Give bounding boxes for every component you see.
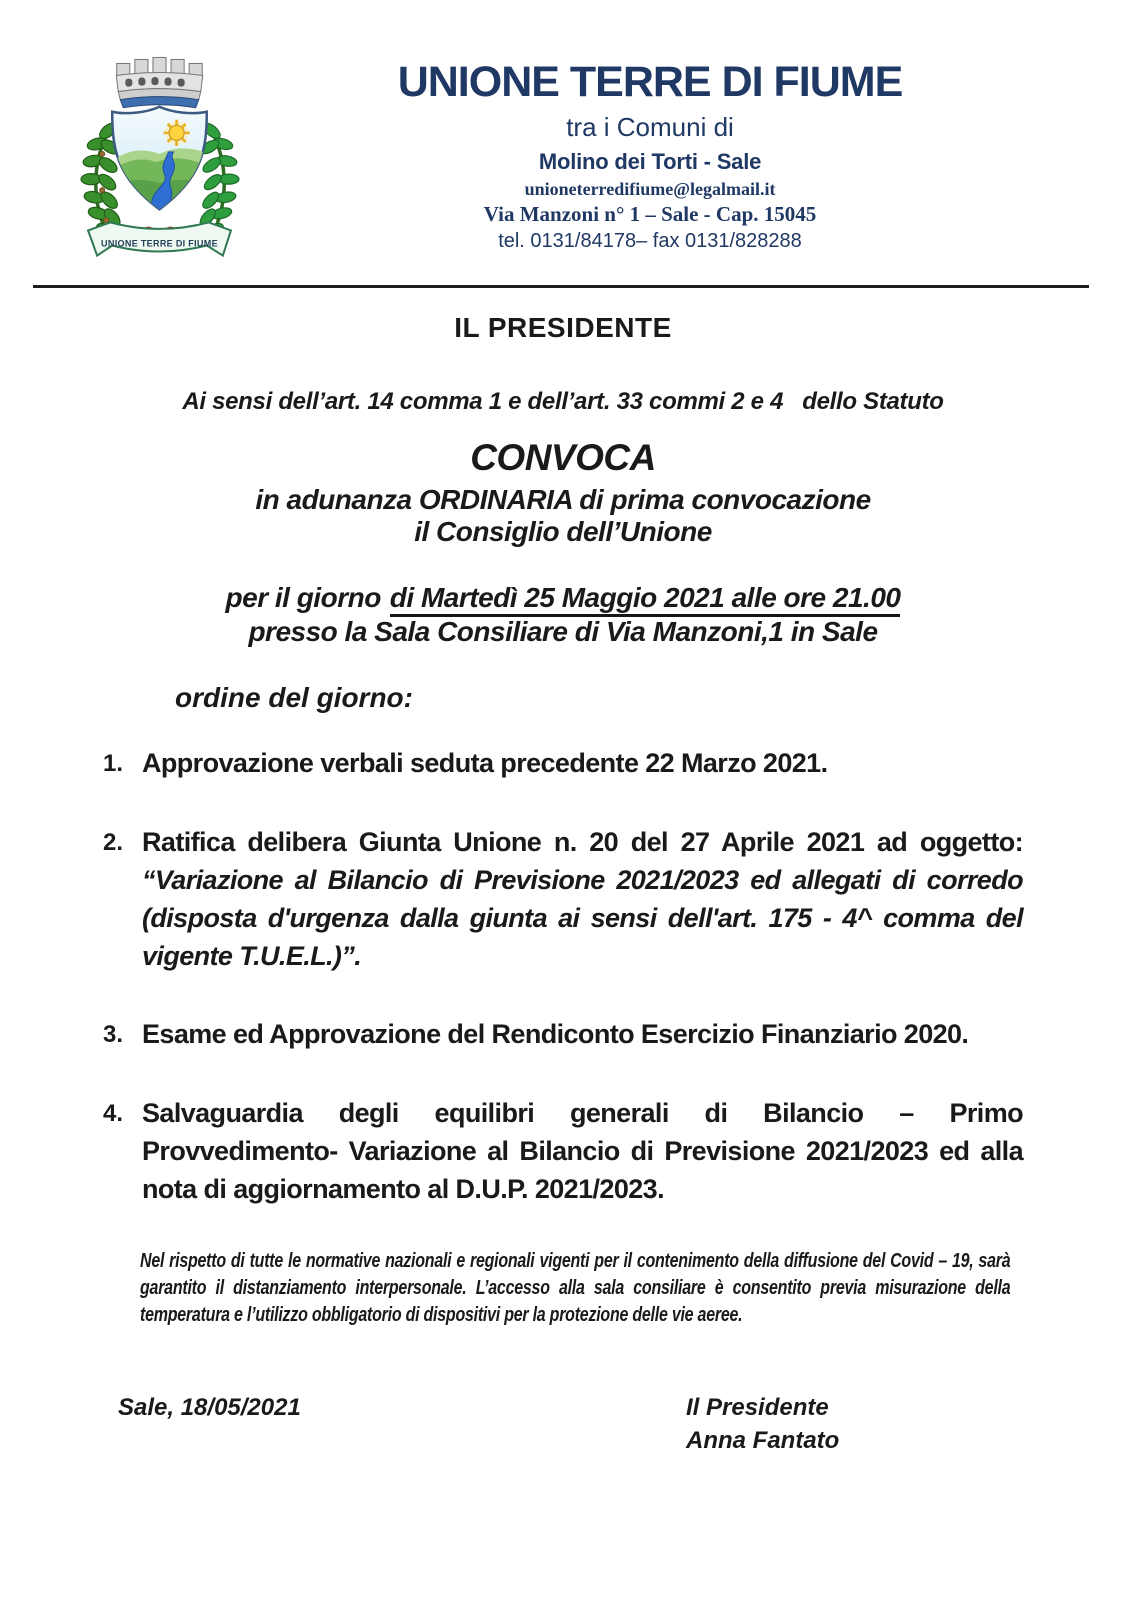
- document-body: [0, 287, 1126, 1471]
- agenda-item-text-prefix: Ratifica delibera Giunta Unione n. 20 del 27 Aprile 2021 ad oggetto:: [142, 827, 1023, 857]
- agenda-item-number: 2.: [103, 829, 124, 856]
- meeting-date-venue: [0, 581, 1126, 649]
- agenda-item-number: 3.: [103, 1021, 124, 1048]
- convocation-line-1: in adunanza ORDINARIA di prima convocazione: [255, 484, 871, 515]
- org-address: Via Manzoni n° 1 – Sale - Cap. 15045: [483, 202, 817, 227]
- crest-shield: [110, 107, 213, 212]
- agenda-item-number: 1.: [103, 750, 124, 777]
- agenda-list: [103, 744, 1023, 1208]
- agenda-item-number: 4.: [103, 1100, 124, 1127]
- convocation-lines: [0, 484, 1126, 548]
- signature-title: Il Presidente: [686, 1394, 829, 1421]
- org-title: UNIONE TERRE DI FIUME: [397, 58, 903, 106]
- meeting-venue-line: presso la Sala Consiliare di Via Manzoni,1 in Sale: [248, 616, 878, 647]
- agenda-item: [103, 823, 1023, 975]
- signature-name: Anna Fantato: [686, 1427, 840, 1454]
- org-municipalities: Molino dei Torti - Sale: [538, 149, 762, 175]
- covid-safety-note: Nel rispetto di tutte le normative nazionali e regionali vigenti per il contenimento della diffusione del Covid – 19, sarà garantito il distanziamento interpersonale. L’accesso alla sala consiliare è consentito previa misurazione della temperatura e l’utilizzo obbligatorio di dispositivi per la protezione delle vie aeree.: [140, 1250, 1011, 1326]
- letterhead: [0, 0, 1126, 287]
- crest-banner: [88, 222, 231, 255]
- org-email: unioneterredifiume@legalmail.it: [524, 179, 776, 200]
- org-subtitle: tra i Comuni di: [566, 112, 734, 143]
- meeting-date-prefix: per il giorno: [225, 582, 381, 613]
- doc-heading: IL PRESIDENTE: [454, 312, 672, 343]
- agenda-label: ordine del giorno:: [175, 682, 413, 713]
- agenda-item-text: Approvazione verbali seduta precedente 22 Marzo 2021.: [142, 748, 828, 778]
- agenda-item-text: Salvaguardia degli equilibri generali di Bilancio – Primo Provvedimento- Variazione al Bilancio di Previsione 2021/2023 ed alla nota di aggiornamento al D.U.P. 2021/2023.: [142, 1098, 1023, 1204]
- coat-of-arms-logo: [72, 48, 248, 262]
- crest-mural-crown: [116, 57, 202, 107]
- place-date: Sale, 18/05/2021: [118, 1394, 301, 1421]
- agenda-item-text: [142, 823, 1023, 975]
- legal-basis-line: Ai sensi dell’art. 14 comma 1 e dell’art. 33 commi 2 e 4 dello Statuto: [182, 388, 944, 415]
- letterhead-text: [300, 60, 1000, 253]
- agenda-item: [103, 1015, 1023, 1054]
- agenda-item: [103, 1094, 1023, 1208]
- meeting-date-underlined: di Martedì 25 Maggio 2021 alle ore 21.00: [390, 582, 901, 617]
- crest-banner-text: UNIONE TERRE DI FIUME: [101, 238, 218, 249]
- convocation-line-2: il Consiglio dell’Unione: [414, 516, 712, 547]
- agenda-item-quoted-object: “Variazione al Bilancio di Previsione 2021/2023 ed allegati di corredo (disposta d'urgenza dalla giunta ai sensi dell'art. 175 - 4^ comma del vigente T.U.E.L.)”.: [142, 865, 1023, 971]
- signature-block: [686, 1391, 839, 1457]
- closing-row: [0, 1391, 1126, 1471]
- agenda-item-text: Esame ed Approvazione del Rendiconto Esercizio Finanziario 2020.: [142, 1019, 969, 1049]
- agenda-item: [103, 744, 1023, 783]
- convoca-heading: CONVOCA: [470, 437, 656, 478]
- org-phone-fax: tel. 0131/84178– fax 0131/828288: [498, 230, 802, 253]
- meeting-date-line: [0, 581, 1126, 615]
